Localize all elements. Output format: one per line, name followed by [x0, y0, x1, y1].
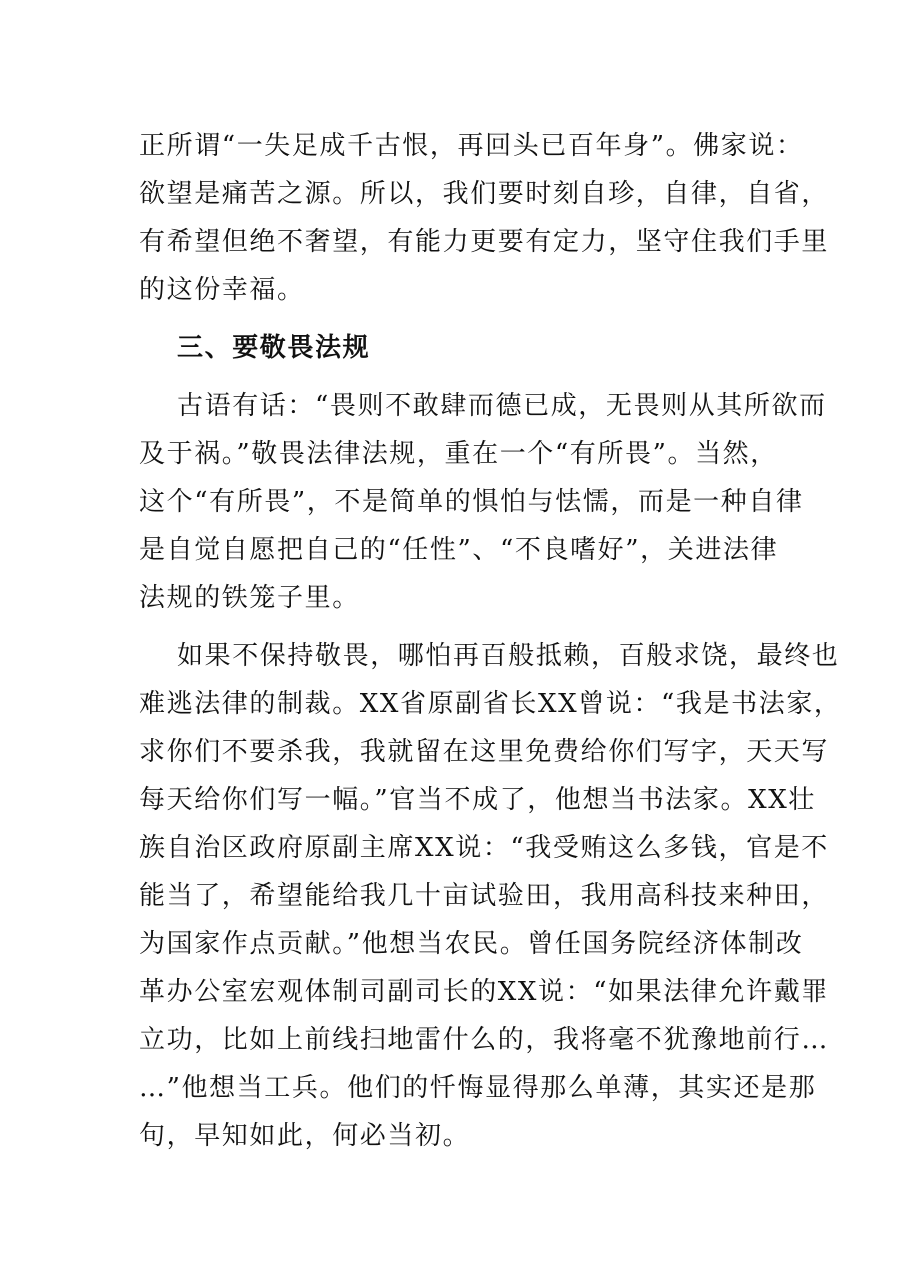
text-line: 每天给你们写一幅。”官当不成了，他想当书法家。XX壮	[139, 785, 816, 815]
text-line: 立功，比如上前线扫地雷什么的，我将毫不犹豫地前行…	[139, 1025, 830, 1055]
text-line: 革办公室宏观体制司副司长的XX说：“如果法律允许戴罪	[139, 977, 829, 1007]
text-line: 如果不保持敬畏，哪怕再百般抵赖，百般求饶，最终也	[177, 641, 840, 671]
text-line: 族自治区政府原副主席XX说：“我受贿这么多钱，官是不	[139, 833, 829, 863]
text-line: 难逃法律的制裁。XX省原副省长XX曾说：“我是书法家，	[139, 689, 842, 719]
text-line: 的这份幸福。	[139, 275, 305, 305]
paragraph-1	[139, 122, 830, 314]
text-line: 欲望是痛苦之源。所以，我们要时刻自珍，自律，自省，	[139, 179, 830, 209]
text-line: 古语有话：“畏则不敢肆而德已成，无畏则从其所欲而	[177, 391, 827, 421]
text-line: 正所谓“一失足成千古恨，再回头已百年身”。佛家说：	[139, 131, 804, 161]
text-line: 能当了，希望能给我几十亩试验田，我用高科技来种田，	[139, 881, 830, 911]
text-line: …”他想当工兵。他们的忏悔显得那么单薄，其实还是那	[139, 1073, 817, 1103]
text-line: 是自觉自愿把自己的“任性”、“不良嗜好”，关进法律	[139, 535, 779, 565]
text-line: 求你们不要杀我，我就留在这里免费给你们写字，天天写	[139, 737, 830, 767]
text-line: 及于祸。”敬畏法律法规，重在一个“有所畏”。当然，	[139, 439, 778, 469]
text-line: 句，早知如此，何必当初。	[139, 1121, 471, 1151]
paragraph-2	[139, 382, 827, 622]
text-line: 这个“有所畏”，不是简单的惧怕与怯懦，而是一种自律	[139, 487, 804, 517]
text-line: 有希望但绝不奢望，有能力更要有定力，坚守住我们手里	[139, 227, 830, 257]
paragraph-3	[139, 632, 842, 1160]
section-heading: 三、要敬畏法规	[177, 333, 371, 363]
document-body	[139, 122, 842, 1160]
text-line: 法规的铁笼子里。	[139, 583, 360, 613]
text-line: 为国家作点贡献。”他想当农民。曾任国务院经济体制改	[139, 929, 804, 959]
